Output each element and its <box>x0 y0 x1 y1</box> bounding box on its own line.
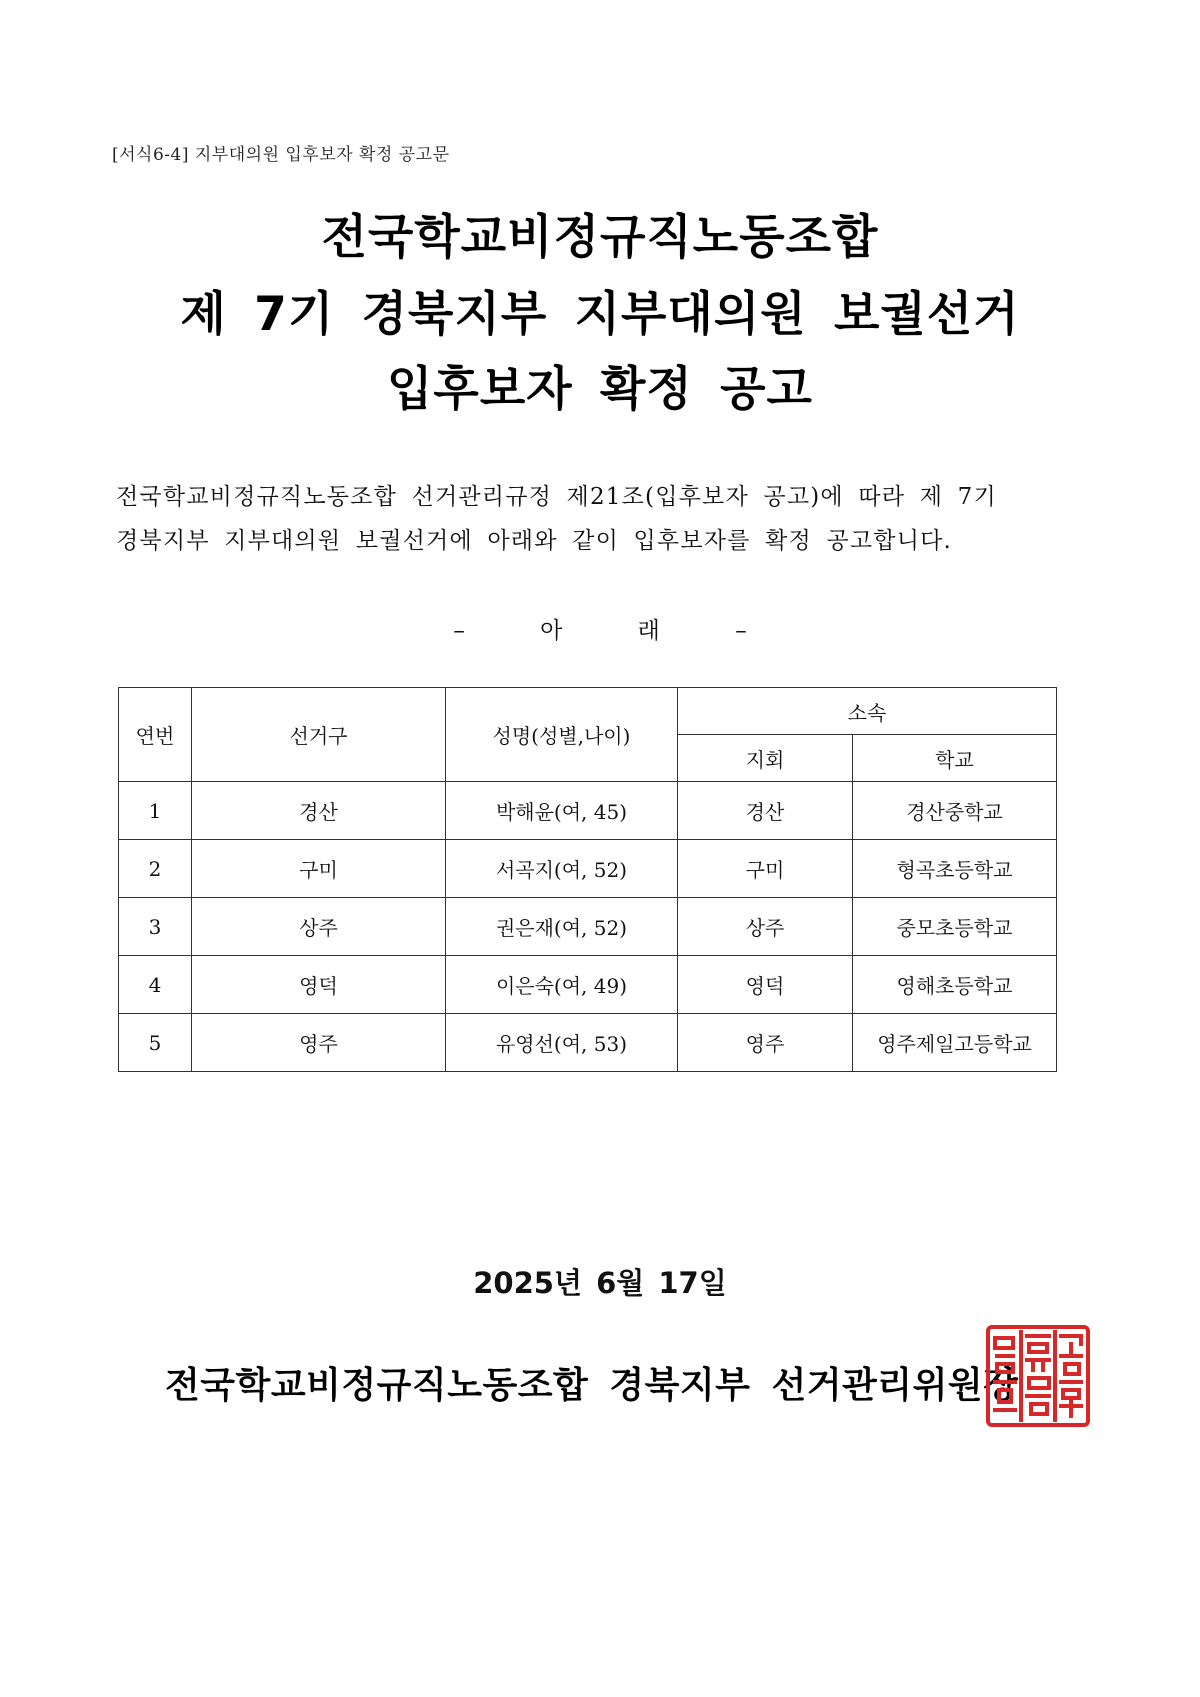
body-line-1: 전국학교비정규직노동조합 선거관리규정 제21조(입후보자 공고)에 따라 제 7기 <box>116 484 997 510</box>
cell-name: 서곡지(여, 52) <box>446 840 678 898</box>
notice-date: 2025년 6월 17일 <box>473 1266 727 1300</box>
table-row <box>119 898 1057 956</box>
cell-district: 영덕 <box>192 956 446 1014</box>
title-line-3: 입후보자 확정 공고 <box>387 362 813 417</box>
table-row <box>119 840 1057 898</box>
header-branch: 지회 <box>678 735 853 782</box>
body-line-2: 경북지부 지부대의원 보궐선거에 아래와 같이 입후보자를 확정 공고합니다. <box>116 528 953 554</box>
cell-school: 경산중학교 <box>853 782 1057 840</box>
signer-title: 전국학교비정규직노동조합 경북지부 선거관리위원장 <box>165 1365 1019 1406</box>
header-no: 연번 <box>119 688 192 782</box>
cell-name: 유영선(여, 53) <box>446 1014 678 1072</box>
cell-branch: 경산 <box>678 782 853 840</box>
cell-no: 5 <box>119 1014 192 1072</box>
header-name: 성명(성별,나이) <box>446 688 678 782</box>
marker-char-rae: 래 <box>637 618 660 644</box>
header-school: 학교 <box>853 735 1057 782</box>
cell-school: 형곡초등학교 <box>853 840 1057 898</box>
cell-name: 권은재(여, 52) <box>446 898 678 956</box>
cell-no: 1 <box>119 782 192 840</box>
official-seal-icon <box>985 1324 1091 1428</box>
cell-district: 경산 <box>192 782 446 840</box>
cell-name: 박해윤(여, 45) <box>446 782 678 840</box>
cell-branch: 영주 <box>678 1014 853 1072</box>
cell-school: 중모초등학교 <box>853 898 1057 956</box>
header-affiliation: 소속 <box>678 688 1057 735</box>
header-district: 선거구 <box>192 688 446 782</box>
table-row <box>119 1014 1057 1072</box>
marker-dash-right: – <box>735 618 747 644</box>
cell-school: 영주제일고등학교 <box>853 1014 1057 1072</box>
table-row <box>119 782 1057 840</box>
cell-school: 영해초등학교 <box>853 956 1057 1014</box>
title-line-2: 제 7기 경북지부 지부대의원 보궐선거 <box>180 287 1020 342</box>
form-label: [서식6-4] 지부대의원 입후보자 확정 공고문 <box>112 145 450 165</box>
cell-branch: 영덕 <box>678 956 853 1014</box>
marker-dash-left: – <box>453 618 465 644</box>
cell-district: 영주 <box>192 1014 446 1072</box>
cell-no: 2 <box>119 840 192 898</box>
below-marker <box>0 612 1200 645</box>
cell-no: 3 <box>119 898 192 956</box>
cell-name: 이은숙(여, 49) <box>446 956 678 1014</box>
cell-branch: 구미 <box>678 840 853 898</box>
cell-district: 구미 <box>192 840 446 898</box>
cell-no: 4 <box>119 956 192 1014</box>
table-row <box>119 956 1057 1014</box>
candidate-table <box>118 687 1057 1072</box>
cell-branch: 상주 <box>678 898 853 956</box>
marker-char-a: 아 <box>540 618 563 644</box>
title-line-1: 전국학교비정규직노동조합 <box>321 210 879 265</box>
cell-district: 상주 <box>192 898 446 956</box>
